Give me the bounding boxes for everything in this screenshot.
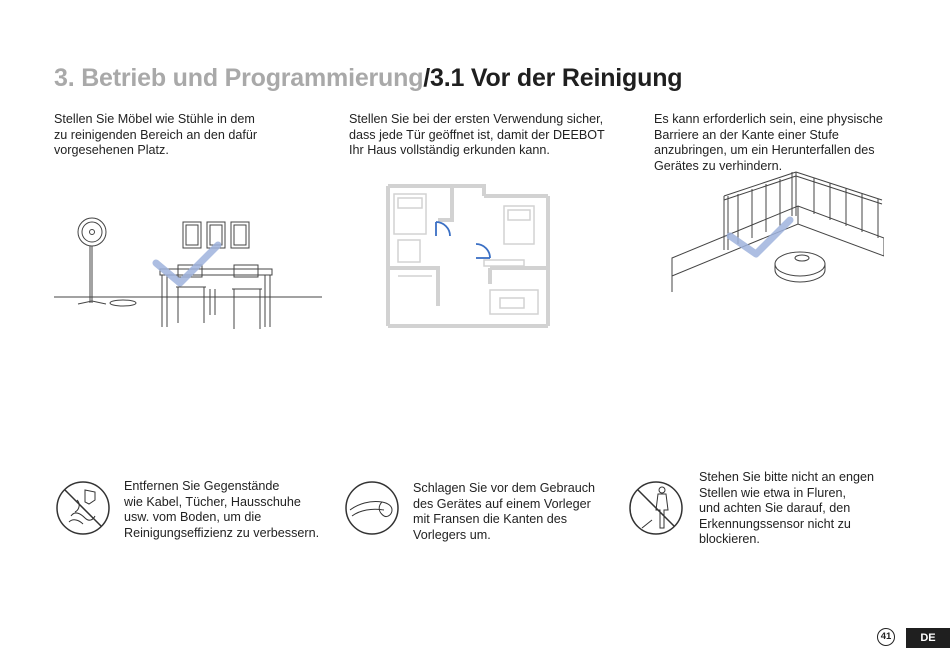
column-2-text: Stellen Sie bei der ersten Verwendung sicher, dass jede Tür geöffnet ist, damit der DEEBOT Ihr Haus vollständig erkunden kann. xyxy=(349,112,605,157)
floor-plan-illustration xyxy=(380,180,560,332)
note-3-text: Stehen Sie bitte nicht an engen Stellen wie etwa in Fluren, und achten Sie darauf, den Erkennungssensor nicht zu blockieren. xyxy=(699,470,875,546)
checkmark-icon xyxy=(156,245,218,283)
language-badge: DE xyxy=(906,628,950,648)
stair-barrier-svg xyxy=(668,166,884,294)
note-2-text: Schlagen Sie vor dem Gebrauch des Gerätes auf einem Vorleger mit Fransen die Kanten des Vorlegers um. xyxy=(413,481,596,542)
no-standing-icon xyxy=(628,480,684,536)
floor-plan-svg xyxy=(380,180,560,332)
dining-room-illustration xyxy=(50,205,330,335)
checkmark-icon xyxy=(730,220,790,254)
dining-room-svg xyxy=(50,205,330,335)
column-3-text: Es kann erforderlich sein, eine physische Barriere an der Kante einer Stufe anzubringen, um ein Herunterfallen des Gerätes zu verhindern. xyxy=(654,112,883,173)
page-number: 41 xyxy=(877,628,895,646)
stair-barrier-illustration xyxy=(668,166,884,294)
subsection-title: /3.1 Vor der Reinigung xyxy=(423,64,683,92)
note-1-text: Entfernen Sie Gegenstände wie Kabel, Tücher, Hausschuhe usw. vom Boden, um die Reinigungseffizienz zu verbessern. xyxy=(124,479,320,540)
section-title: 3. Betrieb und Programmierung xyxy=(54,64,424,92)
column-1-text: Stellen Sie Möbel wie Stühle in dem zu reinigenden Bereich an den dafür vorgesehenen Platz. xyxy=(54,112,258,157)
page-title xyxy=(54,64,682,93)
no-cables-icon xyxy=(55,480,111,536)
rug-fringe-icon xyxy=(344,480,400,536)
